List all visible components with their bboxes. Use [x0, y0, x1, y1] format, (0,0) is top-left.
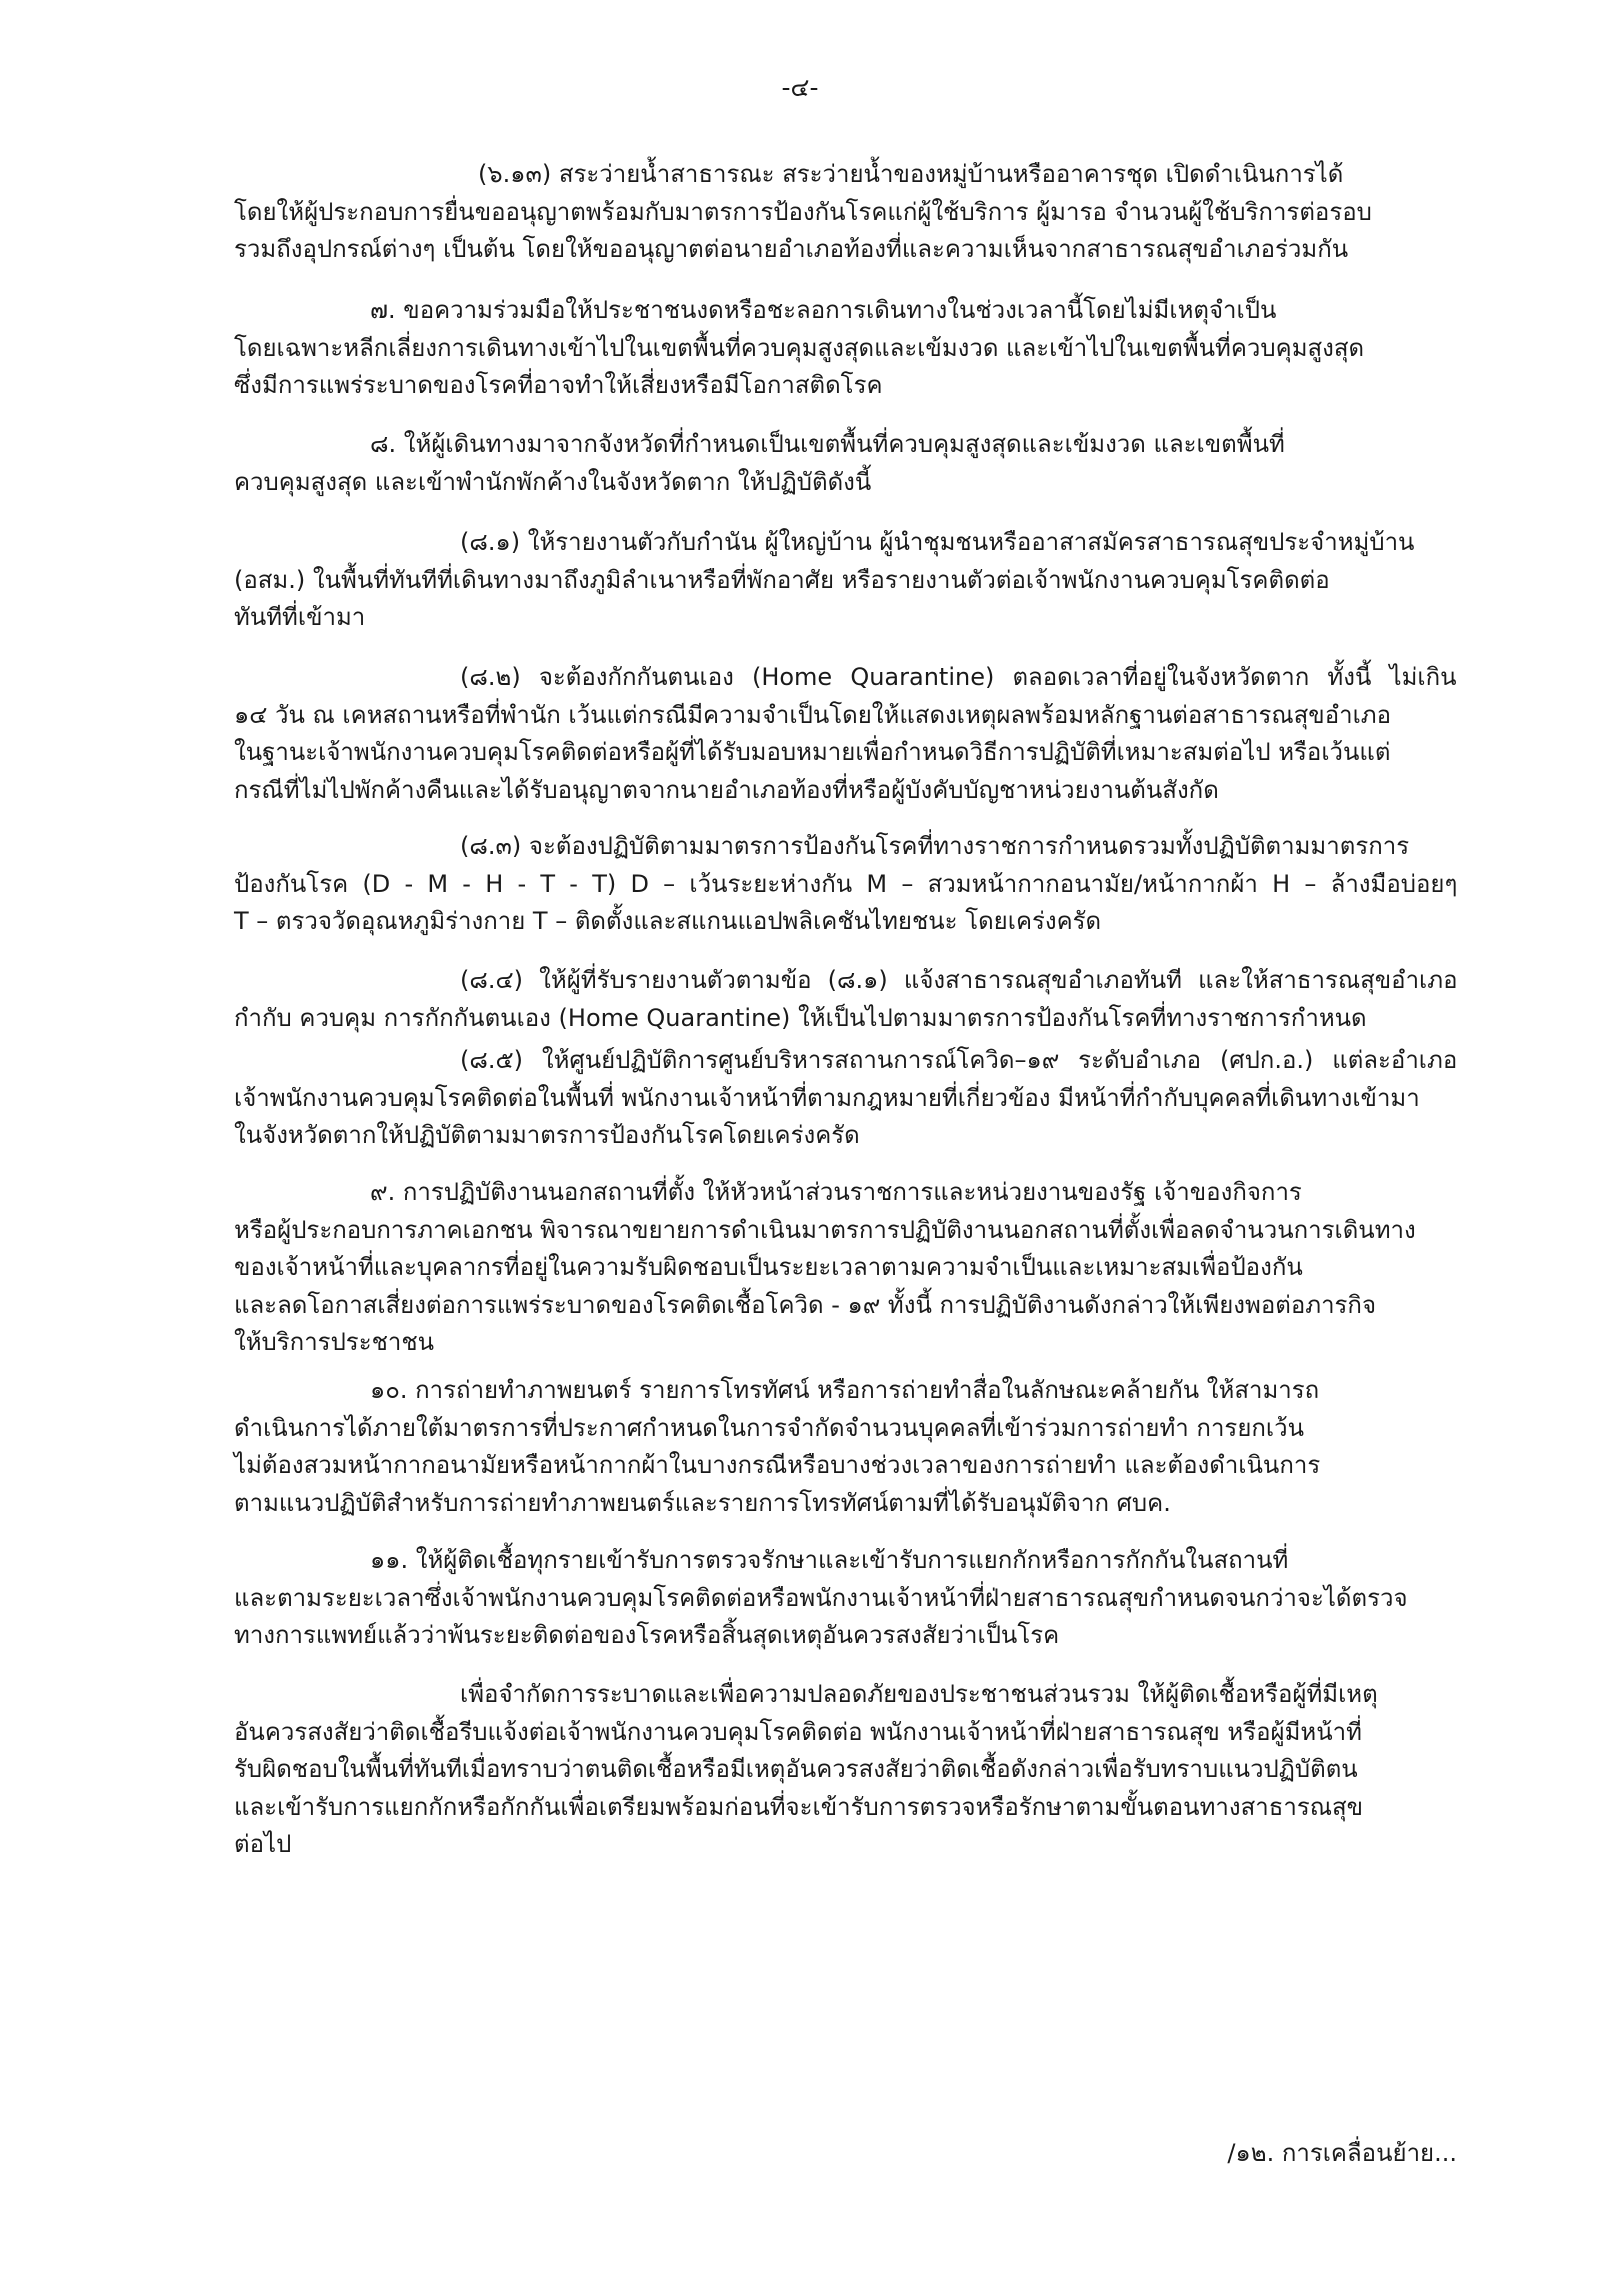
para-9-line: และลดโอกาสเสี่ยงต่อการแพร่ระบาดของโรคติดเชื้อโควิด - ๑๙ ทั้งนี้ การปฏิบัติงานดังกล่าวให้เพียงพอต่อภารกิจ — [234, 1290, 1377, 1319]
para-8-2-line: กรณีที่ไม่ไปพักค้างคืนและได้รับอนุญาตจากนายอำเภอท้องที่หรือผู้บังคับบัญชาหน่วยงานต้นสังกัด — [234, 775, 1219, 804]
para-8-5-line: เจ้าพนักงานควบคุมโรคติดต่อในพื้นที่ พนักงานเจ้าหน้าที่ตามกฎหมายที่เกี่ยวข้อง มีหน้าที่กำกับบุคคลที่เดินทางเข้ามา — [234, 1083, 1420, 1112]
para-8-3-line: (๘.๓) จะต้องปฏิบัติตามมาตรการป้องกันโรคที่ทางราชการกำหนดรวมทั้งปฏิบัติตามมาตรการ — [460, 832, 1410, 860]
para-8-4-line: (๘.๔) ให้ผู้ที่รับรายงานตัวตามข้อ (๘.๑) แจ้งสาธารณสุขอำเภอทันที และให้สาธารณสุขอำเภอ — [460, 966, 1458, 994]
para-8-1-line: (๘.๑) ให้รายงานตัวกับกำนัน ผู้ใหญ่บ้าน ผู้นำชุมชนหรืออาสาสมัครสาธารณสุขประจำหมู่บ้าน — [460, 528, 1415, 556]
para-10-line: ไม่ต้องสวมหน้ากากอนามัยหรือหน้ากากผ้าในบางกรณีหรือบางช่วงเวลาของการถ่ายทำ และต้องดำเนินการ — [234, 1451, 1321, 1479]
para-8-line: ควบคุมสูงสุด และเข้าพำนักพักค้างในจังหวัดตาก ให้ปฏิบัติดังนี้ — [234, 467, 872, 496]
para-7-line: โดยเฉพาะหลีกเลี่ยงการเดินทางเข้าไปในเขตพื้นที่ควบคุมสูงสุดและเข้มงวด และเข้าไปในเขตพื้นที่ควบคุมสูงสุด — [234, 333, 1365, 362]
para-8-4-line: กำกับ ควบคุม การกักกันตนเอง (Home Quarantine) ให้เป็นไปตามมาตรการป้องกันโรคที่ทางราชการกำหนด — [234, 1003, 1367, 1032]
para-8-2-line: ในฐานะเจ้าพนักงานควบคุมโรคติดต่อหรือผู้ที่ได้รับมอบหมายเพื่อกำหนดวิธีการปฏิบัติที่เหมาะสมต่อไป หรือเว้นแต่ — [234, 738, 1391, 766]
para-6-13-line: (๖.๑๓) สระว่ายน้ำสาธารณะ สระว่ายน้ำของหมู่บ้านหรืออาคารชุด เปิดดำเนินการได้ — [478, 160, 1344, 188]
para-8-2-line: ๑๔ วัน ณ เคหสถานหรือที่พำนัก เว้นแต่กรณีมีความจำเป็นโดยให้แสดงเหตุผลพร้อมหลักฐานต่อสาธารณสุขอำเภอ — [234, 700, 1392, 729]
para-8-1-line: (อสม.) ในพื้นที่ทันทีที่เดินทางมาถึงภูมิลำเนาหรือที่พักอาศัย หรือรายงานตัวต่อเจ้าพนักงานควบคุมโรคติดต่อ — [234, 565, 1330, 594]
para-11-note-line: รับผิดชอบในพื้นที่ทันทีเมื่อทราบว่าตนติดเชื้อหรือมีเหตุอันควรสงสัยว่าติดเชื้อดังกล่าวเพื่อรับทราบแนวปฏิบัติตน — [234, 1755, 1358, 1783]
para-9-line: หรือผู้ประกอบการภาคเอกชน พิจารณาขยายการดำเนินมาตรการปฏิบัติงานนอกสถานที่ตั้งเพื่อลดจำนวนการเดินทาง — [234, 1215, 1416, 1244]
para-9-line: ๙. การปฏิบัติงานนอกสถานที่ตั้ง ให้หัวหน้าส่วนราชการและหน่วยงานของรัฐ เจ้าของกิจการ — [370, 1178, 1302, 1206]
para-8-3-line: T – ตรวจวัดอุณหภูมิร่างกาย T – ติดตั้งและสแกนแอปพลิเคชันไทยชนะ โดยเคร่งครัด — [234, 907, 1102, 935]
para-11-line: ๑๑. ให้ผู้ติดเชื้อทุกรายเข้ารับการตรวจรักษาและเข้ารับการแยกกักหรือการกักกันในสถานที่ — [370, 1546, 1289, 1574]
para-8-2-line: (๘.๒) จะต้องกักกันตนเอง (Home Quarantine) ตลอดเวลาที่อยู่ในจังหวัดตาก ทั้งนี้ ไม่เกิน — [460, 663, 1457, 691]
para-11-note-line: ต่อไป — [234, 1830, 292, 1858]
para-10-line: ดำเนินการได้ภายใต้มาตรการที่ประกาศกำหนดในการจำกัดจำนวนบุคคลที่เข้าร่วมการถ่ายทำ การยกเว้น — [234, 1413, 1304, 1442]
para-9-line: ของเจ้าหน้าที่และบุคลากรที่อยู่ในความรับผิดชอบเป็นระยะเวลาตามความจำเป็นและเหมาะสมเพื่อป้องกัน — [234, 1253, 1303, 1281]
para-6-13-line: รวมถึงอุปกรณ์ต่างๆ เป็นต้น โดยให้ขออนุญาตต่อนายอำเภอท้องที่และความเห็นจากสาธารณสุขอำเภอร่วมกัน — [234, 235, 1349, 263]
para-8-5-line: (๘.๕) ให้ศูนย์ปฏิบัติการศูนย์บริหารสถานการณ์โควิด–๑๙ ระดับอำเภอ (ศปก.อ.) แต่ละอำเภอ — [460, 1046, 1458, 1074]
para-11-note-line: เพื่อจำกัดการระบาดและเพื่อความปลอดภัยของประชาชนส่วนรวม ให้ผู้ติดเชื้อหรือผู้ที่มีเหตุ — [460, 1680, 1378, 1708]
para-10-line: ตามแนวปฏิบัติสำหรับการถ่ายทำภาพยนตร์และรายการโทรทัศน์ตามที่ได้รับอนุมัติจาก ศบค. — [234, 1488, 1171, 1517]
para-7-line: ซึ่งมีการแพร่ระบาดของโรคที่อาจทำให้เสี่ยงหรือมีโอกาสติดโรค — [234, 371, 883, 399]
para-11-note-line: และเข้ารับการแยกกักหรือกักกันเพื่อเตรียมพร้อมก่อนที่จะเข้ารับการตรวจหรือรักษาตามขั้นตอนทางสาธารณสุข — [234, 1792, 1364, 1821]
para-8-3-line: ป้องกันโรค (D - M - H - T - T) D – เว้นระยะห่างกัน M – สวมหน้ากากอนามัย/หน้ากากผ้า H – ล้างมือบ่อยๆ — [234, 869, 1458, 898]
continuation-reference: /๑๒. การเคลื่อนย้าย... — [1227, 2139, 1457, 2167]
para-8-line: ๘. ให้ผู้เดินทางมาจากจังหวัดที่กำหนดเป็นเขตพื้นที่ควบคุมสูงสุดและเข้มงวด และเขตพื้นที่ — [370, 430, 1285, 458]
para-11-line: และตามระยะเวลาซึ่งเจ้าพนักงานควบคุมโรคติดต่อหรือพนักงานเจ้าหน้าที่ฝ่ายสาธารณสุขกำหนดจนกว่าจะได้ตรวจ — [234, 1583, 1408, 1612]
para-11-line: ทางการแพทย์แล้วว่าพ้นระยะติดต่อของโรคหรือสิ้นสุดเหตุอันควรสงสัยว่าเป็นโรค — [234, 1621, 1060, 1649]
para-10-line: ๑๐. การถ่ายทำภาพยนตร์ รายการโทรทัศน์ หรือการถ่ายทำสื่อในลักษณะคล้ายกัน ให้สามารถ — [370, 1376, 1320, 1404]
para-8-1-line: ทันทีที่เข้ามา — [234, 603, 366, 631]
para-6-13-line: โดยให้ผู้ประกอบการยื่นขออนุญาตพร้อมกับมาตรการป้องกันโรคแก่ผู้ใช้บริการ ผู้มารอ จำนวนผู้ใช้บริการต่อรอบ — [234, 197, 1372, 226]
page-number: -๔- — [781, 73, 819, 102]
para-9-line: ให้บริการประชาชน — [234, 1328, 435, 1356]
para-8-5-line: ในจังหวัดตากให้ปฏิบัติตามมาตรการป้องกันโรคโดยเคร่งครัด — [234, 1121, 860, 1149]
para-11-note-line: อันควรสงสัยว่าติดเชื้อรีบแจ้งต่อเจ้าพนักงานควบคุมโรคติดต่อ พนักงานเจ้าหน้าที่ฝ่ายสาธารณสุข หรือผู้มีหน้าที่ — [234, 1717, 1362, 1746]
para-7-line: ๗. ขอความร่วมมือให้ประชาชนงดหรือชะลอการเดินทางในช่วงเวลานี้โดยไม่มีเหตุจำเป็น — [370, 296, 1277, 324]
